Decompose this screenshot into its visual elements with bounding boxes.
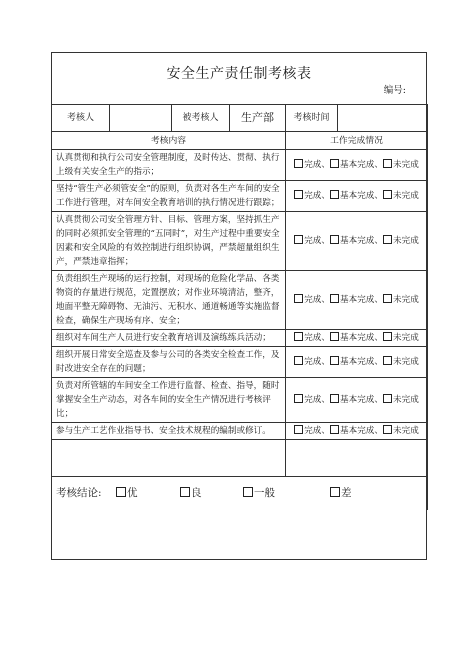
status-option-label: 未完成 (393, 426, 419, 436)
checkbox-icon[interactable] (294, 425, 303, 434)
status-option-label: 未完成 (393, 160, 419, 170)
conclusion-label: 考核结论: (56, 487, 102, 499)
assessment-item-row (52, 423, 428, 440)
checkbox-icon[interactable] (116, 487, 126, 497)
blank-content-cell[interactable] (52, 440, 286, 477)
status-option-label: 基本完成 (340, 295, 375, 305)
checkbox-icon[interactable] (383, 394, 392, 403)
conclusion-row (52, 477, 428, 511)
item-status-options: 完成、 基本完成、 未完成 (286, 150, 428, 181)
checkbox-icon[interactable] (383, 190, 392, 199)
status-option-label: 基本完成 (340, 395, 375, 405)
checkbox-icon[interactable] (294, 235, 303, 244)
item-status-options: 完成、 基本完成、 未完成 (286, 181, 428, 212)
assessee-label: 被考核人 (172, 105, 230, 132)
assessor-field[interactable] (110, 105, 172, 132)
checkbox-icon[interactable] (294, 294, 303, 303)
assessment-time-label: 考核时间 (286, 105, 338, 132)
assessment-item-row (52, 181, 428, 212)
checkbox-icon[interactable] (243, 487, 253, 497)
item-content: 负责对所管辖的车间安全工作进行监督、检查、指导，随时掌握安全生产动态，对各车间的安全生产情况进行考核评比； (52, 378, 286, 423)
item-content: 负责组织生产现场的运行控制，对现场的危险化学品、各类物资的存量进行规范，定置摆放；对作业环境清洁，整齐，地面平整无障碍物、无油污、无积水、通道畅通等实施监督检查，确保生产现场有序、安全； (52, 271, 286, 330)
status-option-label: 完成 (304, 236, 322, 246)
header-row (52, 105, 428, 132)
status-option-label: 基本完成 (340, 236, 375, 246)
conclusion-option-good[interactable]: 良 (180, 486, 202, 500)
checkbox-icon[interactable] (330, 394, 339, 403)
conclusion-options (52, 477, 427, 510)
assessment-item-row (52, 330, 428, 347)
item-content: 认真贯彻和执行公司安全管理制度，及时传达、贯彻、执行上级有关安全生产的指示； (52, 150, 286, 181)
item-status-options: 完成、 基本完成、 未完成 (286, 212, 428, 271)
item-content: 组织对车间生产人员进行安全教育培训及演练练兵活动； (52, 330, 286, 347)
item-content: 认真贯彻公司安全管理方针、目标、管理方案，坚持抓生产的同时必须抓安全管理的“五同时”，对生产过程中重要安全因素和安全风险的有效控制进行组织协调，严禁超量组织生产，严禁违章指挥； (52, 212, 286, 271)
checkbox-icon[interactable] (294, 394, 303, 403)
checkbox-icon[interactable] (383, 332, 392, 341)
status-option-label: 完成 (304, 333, 322, 343)
checkbox-icon[interactable] (330, 356, 339, 365)
status-option-label: 未完成 (393, 295, 419, 305)
status-option-label: 完成 (304, 395, 322, 405)
checkbox-icon[interactable] (294, 356, 303, 365)
item-status-options: 完成、 基本完成、 未完成 (286, 271, 428, 330)
status-option-label: 完成 (304, 357, 322, 367)
column-header-row (52, 132, 428, 150)
assessment-item-row (52, 347, 428, 378)
status-option-label: 基本完成 (340, 426, 375, 436)
status-option-label: 基本完成 (340, 333, 375, 343)
blank-row (52, 440, 428, 477)
assessment-item-row (52, 212, 428, 271)
checkbox-icon[interactable] (330, 332, 339, 341)
assessment-table (51, 104, 428, 510)
serial-number-label: 编号: (383, 85, 406, 96)
blank-status-cell[interactable] (286, 440, 428, 477)
item-status-options: 完成、 基本完成、 未完成 (286, 423, 428, 440)
status-option-label: 未完成 (393, 236, 419, 246)
checkbox-icon[interactable] (330, 425, 339, 434)
content-column-header: 考核内容 (52, 132, 286, 150)
conclusion-option-poor[interactable]: 差 (330, 486, 352, 500)
item-content: 坚持“管生产必须管安全”的原则，负责对各生产车间的安全工作进行管理，对车间安全教育培训的执行情况进行跟踪； (52, 181, 286, 212)
item-status-options: 完成、 基本完成、 未完成 (286, 347, 428, 378)
assessment-item-row (52, 150, 428, 181)
status-option-label: 基本完成 (340, 191, 375, 201)
checkbox-icon[interactable] (330, 190, 339, 199)
item-content: 参与生产工艺作业指导书、安全技术规程的编制或修订。 (52, 423, 286, 440)
assessment-items (52, 150, 428, 440)
status-option-label: 基本完成 (340, 160, 375, 170)
assessment-item-row (52, 271, 428, 330)
item-status-options: 完成、 基本完成、 未完成 (286, 330, 428, 347)
checkbox-icon[interactable] (330, 159, 339, 168)
checkbox-icon[interactable] (330, 487, 340, 497)
status-column-header: 工作完成情况 (286, 132, 428, 150)
checkbox-icon[interactable] (383, 159, 392, 168)
status-option-label: 未完成 (393, 191, 419, 201)
checkbox-icon[interactable] (383, 235, 392, 244)
checkbox-icon[interactable] (330, 294, 339, 303)
assessment-time-field[interactable] (338, 105, 428, 132)
checkbox-icon[interactable] (294, 190, 303, 199)
conclusion-option-average[interactable]: 一般 (243, 486, 275, 500)
checkbox-icon[interactable] (294, 159, 303, 168)
status-option-label: 未完成 (393, 395, 419, 405)
item-status-options: 完成、 基本完成、 未完成 (286, 378, 428, 423)
checkbox-icon[interactable] (383, 425, 392, 434)
status-option-label: 完成 (304, 160, 322, 170)
assessment-form (51, 52, 427, 560)
checkbox-icon[interactable] (180, 487, 190, 497)
status-option-label: 未完成 (393, 357, 419, 367)
checkbox-icon[interactable] (294, 332, 303, 341)
assessor-label: 考核人 (52, 105, 110, 132)
status-option-label: 未完成 (393, 333, 419, 343)
assessee-department: 生产部 (230, 105, 286, 132)
form-title: 安全生产责任制考核表 (166, 66, 312, 82)
status-option-label: 基本完成 (340, 357, 375, 367)
item-content: 组织开展日常安全巡查及参与公司的各类安全检查工作，及时改进安全存在的问题； (52, 347, 286, 378)
status-option-label: 完成 (304, 191, 322, 201)
status-option-label: 完成 (304, 295, 322, 305)
status-option-label: 完成 (304, 426, 322, 436)
checkbox-icon[interactable] (383, 294, 392, 303)
checkbox-icon[interactable] (383, 356, 392, 365)
conclusion-option-excellent[interactable]: 优 (116, 486, 138, 500)
checkbox-icon[interactable] (330, 235, 339, 244)
assessment-item-row (52, 378, 428, 423)
